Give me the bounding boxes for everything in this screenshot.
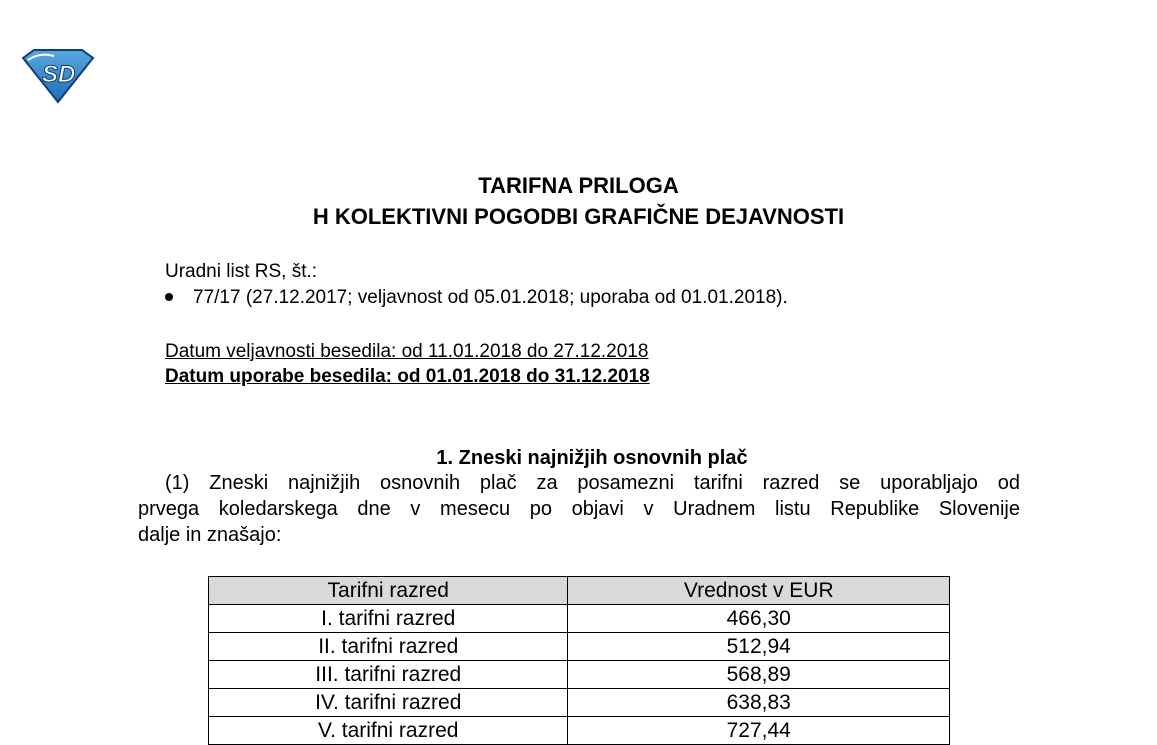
tariff-class-cell: V. tarifni razred — [209, 717, 568, 745]
gazette-label: Uradni list RS, št.: — [165, 261, 318, 282]
validity-date-line: Datum veljavnosti besedila: od 11.01.2018 do 27.12.2018 — [165, 341, 649, 362]
tariff-value-cell: 466,30 — [568, 605, 950, 633]
tariff-class-cell: IV. tarifni razred — [209, 689, 568, 717]
table-header-row — [209, 577, 950, 605]
section-paragraph — [138, 470, 1020, 548]
document-title: TARIFNA PRILOGA — [478, 173, 679, 198]
gazette-list-item — [165, 285, 788, 311]
table-row — [209, 605, 950, 633]
tariff-class-cell: I. tarifni razred — [209, 605, 568, 633]
column-header-class: Tarifni razred — [209, 577, 568, 605]
document-subtitle: H KOLEKTIVNI POGODBI GRAFIČNE DEJAVNOSTI — [312, 204, 845, 229]
gazette-item-text: 77/17 (27.12.2017; veljavnost od 05.01.2018; uporaba od 01.01.2018). — [193, 287, 788, 308]
paragraph-line: (1) Zneski najnižjih osnovnih plač za posamezni tarifni razred se uporabljajo od — [165, 472, 1020, 494]
tariff-class-cell: III. tarifni razred — [209, 661, 568, 689]
column-header-value: Vrednost v EUR — [568, 577, 950, 605]
paragraph-line: dalje in znašajo: — [138, 524, 282, 546]
table-row — [209, 633, 950, 661]
table-row — [209, 717, 950, 745]
tariff-table — [208, 576, 950, 745]
usage-date-line: Datum uporabe besedila: od 01.01.2018 do 31.12.2018 — [165, 366, 650, 387]
tariff-class-cell: II. tarifni razred — [209, 633, 568, 661]
tariff-value-cell: 512,94 — [568, 633, 950, 661]
tariff-value-cell: 638,83 — [568, 689, 950, 717]
tariff-value-cell: 568,89 — [568, 661, 950, 689]
paragraph-line: prvega koledarskega dne v mesecu po objavi v Uradnem listu Republike Slovenije — [138, 498, 1020, 520]
section-heading: 1. Zneski najnižjih osnovnih plač — [436, 447, 748, 469]
table-row — [209, 661, 950, 689]
table-row — [209, 689, 950, 717]
svg-text:SD: SD — [42, 61, 76, 88]
tariff-value-cell: 727,44 — [568, 717, 950, 745]
bullet-icon — [165, 293, 173, 301]
sd-shield-logo-icon — [20, 46, 96, 104]
